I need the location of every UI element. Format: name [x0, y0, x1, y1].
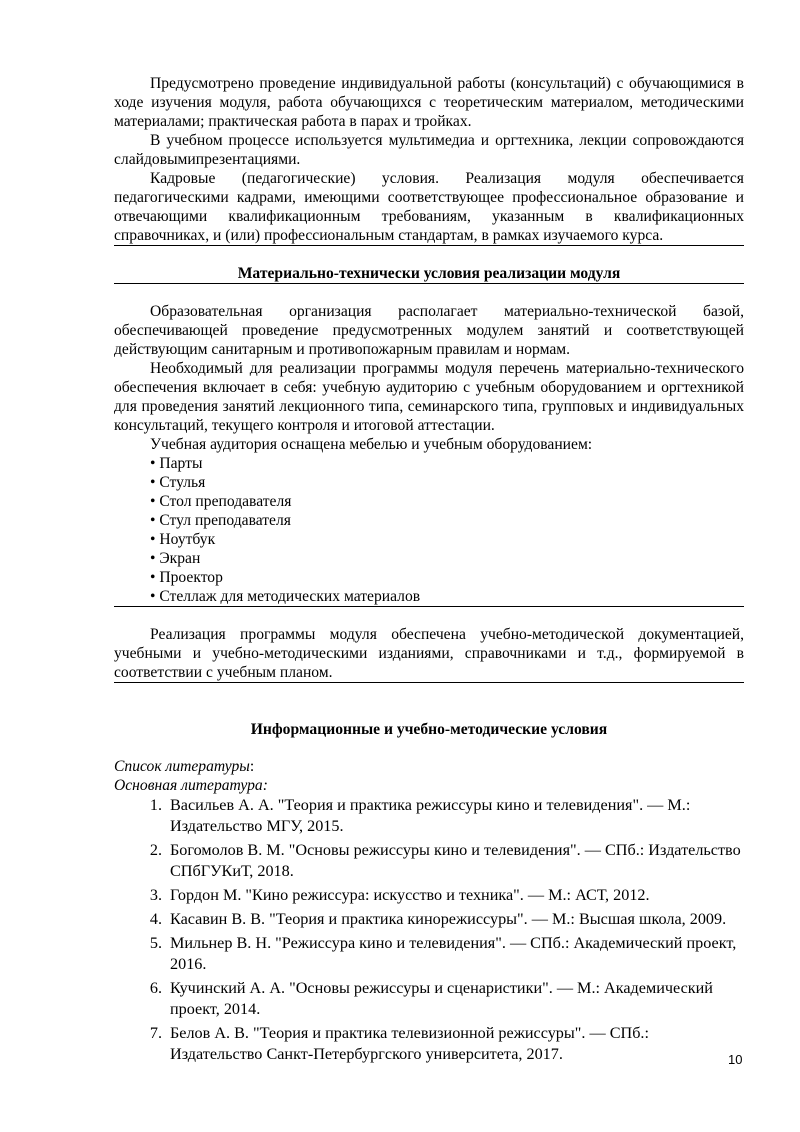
- mt-paragraph-3: Учебная аудитория оснащена мебелью и учебным оборудованием:: [150, 436, 593, 453]
- mt-paragraph-1: Образовательная организация располагает материально-технической базой, обеспечивающей проведение предусмотренных модулем занятий и соответствующей действующим санитарным и противопожарным правилам и нормам.: [114, 303, 744, 358]
- page-number: 10: [728, 1052, 743, 1067]
- documentation-section: [114, 625, 744, 683]
- mt-section: [114, 302, 744, 607]
- documentation-paragraph: Реализация программы модуля обеспечена учебно-методической документацией, учебными и учебно-методическими изданиями, справочниками и т.д., формируемой в соответствии с учебным планом.: [114, 626, 744, 681]
- reference-item: 6. Кучинский А. А. "Основы режиссуры и сценаристики". — М.: Академический проект, 2014.: [149, 979, 713, 1018]
- intro-paragraph-1: Предусмотрено проведение индивидуальной работы (консультаций) с обучающимися в ходе изучения модуля, работа обучающихся с теоретическим материалом, методическими материалами; практическая работа в парах и тройках.: [114, 75, 744, 130]
- reference-item: 2. Богомолов В. М. "Основы режиссуры кино и телевидения". — СПб.: Издательство СПбГУКиТ, 2018.: [149, 841, 741, 880]
- mt-heading: Материально-технически условия реализации модуля: [237, 265, 621, 282]
- main-literature-label: Основная литература:: [114, 777, 268, 794]
- info-heading: Информационные и учебно-методические условия: [250, 721, 608, 738]
- list-item: • Проектор: [114, 568, 744, 587]
- list-item: • Стеллаж для методических материалов: [114, 587, 744, 606]
- list-item: • Стол преподавателя: [114, 492, 744, 511]
- equipment-list: [114, 454, 744, 606]
- list-item: • Стул преподавателя: [114, 511, 744, 530]
- list-item: • Ноутбук: [114, 530, 744, 549]
- mt-heading-block: [114, 264, 744, 284]
- list-item: • Экран: [114, 549, 744, 568]
- reference-item: 5. Мильнер В. Н. "Режиссура кино и телевидения". — СПб.: Академический проект, 2016.: [149, 934, 737, 973]
- intro-section: [114, 74, 744, 246]
- references-list: [114, 795, 744, 1065]
- literature-list-label: Список литературы:: [114, 758, 255, 775]
- reference-item: 1. Васильев А. А. "Теория и практика режиссуры кино и телевидения". — М.: Издательство МГУ, 2015.: [149, 796, 691, 835]
- intro-paragraph-2: В учебном процессе используется мультимедиа и оргтехника, лекции сопровождаются слайдовымипрезентациями.: [114, 132, 744, 168]
- list-item: • Парты: [114, 454, 744, 473]
- reference-item: 3. Гордон М. "Кино режиссура: искусство и техника". — М.: АСТ, 2012.: [149, 886, 650, 904]
- document-page: [114, 74, 744, 1068]
- reference-item: 4. Касавин В. В. "Теория и практика кинорежиссуры". — М.: Высшая школа, 2009.: [149, 910, 727, 928]
- staffing-paragraph: Кадровые (педагогические) условия. Реализация модуля обеспечивается педагогическими кадрами, имеющими соответствующее профессиональное образование и отвечающими квалификационным требованиям, указанным в квалификационных справочниках, и (или) профессиональным стандартам, в рамках изучаемого курса.: [114, 170, 744, 244]
- list-item: • Стулья: [114, 473, 744, 492]
- mt-paragraph-2: Необходимый для реализации программы модуля перечень материально-технического обеспечения включает в себя: учебную аудиторию с учебным оборудованием и оргтехникой для проведения занятий лекционного типа, семинарского типа, групповых и индивидуальных консультаций, текущего контроля и итоговой аттестации.: [114, 360, 744, 434]
- reference-item: 7. Белов А. В. "Теория и практика телевизионной режиссуры". — СПб.: Издательство Санкт-Петербургского университета, 2017.: [149, 1024, 649, 1063]
